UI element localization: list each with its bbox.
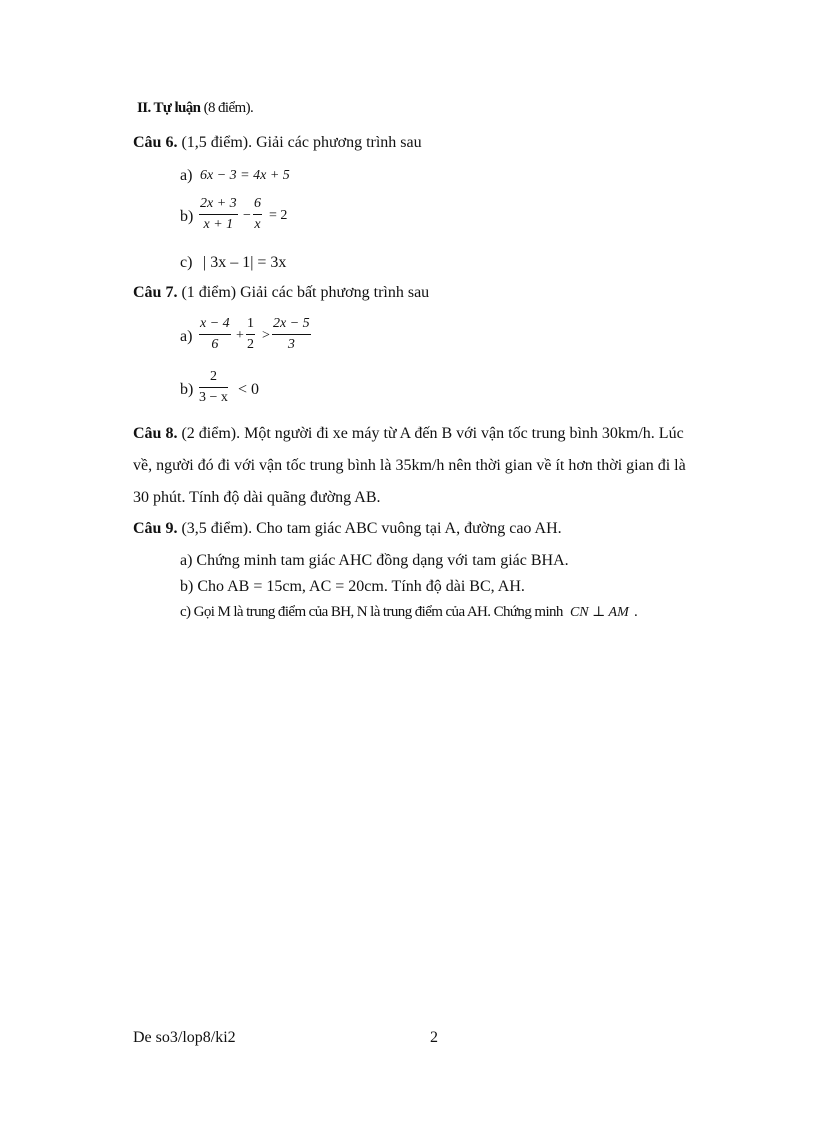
question-6-label: Câu 6. — [133, 134, 178, 151]
footer-page-number: 2 — [430, 1029, 438, 1046]
q9-c-text: c) Gọi M là trung điểm của BH, N là trung điểm của AH. Chứng minh — [180, 604, 563, 620]
question-6-text: (1,5 điểm). Giải các phương trình sau — [181, 134, 422, 151]
question-6 — [133, 134, 422, 152]
q7-a-frac1-denominator: 6 — [211, 337, 219, 352]
q7-b-fraction — [199, 369, 228, 406]
q9-c-period: . — [633, 604, 638, 620]
q7-a-frac3-denominator: 3 — [287, 337, 295, 352]
question-8-line-2: về, người đó đi với vận tốc trung bình là 35km/h nên thời gian về ít hơn thời gian đi là — [133, 457, 686, 474]
q7-a-fraction-1 — [199, 316, 231, 353]
question-8-text: (2 điểm). Một người đi xe máy từ A đến B với vận tốc trung bình 30km/h. Lúc — [181, 425, 684, 442]
q7-a-frac2-numerator: 1 — [246, 316, 255, 335]
q6-b-rhs: = 2 — [269, 208, 288, 223]
q6-b-frac2-numerator: 6 — [253, 196, 262, 215]
q6-b-fraction-1 — [199, 196, 238, 233]
q7-a-relation: > — [262, 328, 270, 343]
section-title: II. Tự luận — [137, 100, 201, 116]
q6-a-equation: 6x − 3 = 4x + 5 — [200, 168, 290, 183]
question-7-text: (1 điểm) Giải các bất phương trình sau — [181, 284, 430, 301]
q7-b-label: b) — [180, 381, 194, 398]
q9-a: a) Chứng minh tam giác AHC đồng dạng với tam giác BHA. — [180, 552, 569, 569]
question-8-label: Câu 8. — [133, 425, 178, 442]
q6-b-frac1-denominator: x + 1 — [203, 217, 234, 232]
q6-b-frac2-denominator: x — [254, 217, 261, 232]
q7-a-label: a) — [180, 328, 193, 345]
q7-b-frac-numerator: 2 — [199, 369, 228, 388]
section-points: (8 điểm). — [203, 100, 254, 116]
q6-b-frac1-numerator: 2x + 3 — [199, 196, 238, 215]
q6-b-operator: − — [243, 208, 251, 223]
q7-b-frac-denominator: 3 − x — [199, 390, 228, 405]
q7-a-operator: + — [236, 328, 244, 343]
section-heading — [137, 100, 253, 117]
q6-b-fraction-2 — [253, 196, 262, 233]
question-9-label: Câu 9. — [133, 520, 178, 537]
footer-doc-id: De so3/lop8/ki2 — [133, 1029, 236, 1046]
question-8-line-3: 30 phút. Tính độ dài quãng đường AB. — [133, 489, 381, 506]
q7-a-frac1-numerator: x − 4 — [199, 316, 231, 335]
q6-b-label: b) — [180, 208, 194, 225]
q7-a-frac2-denominator: 2 — [247, 337, 254, 352]
q6-c-equation: | 3x – 1| = 3x — [203, 254, 287, 271]
q7-b-relation: < 0 — [238, 381, 260, 398]
q7-a-fraction-2 — [246, 316, 255, 353]
question-7 — [133, 284, 429, 302]
question-9 — [133, 520, 562, 538]
question-8-line-1 — [133, 425, 684, 443]
q6-a-label: a) — [180, 167, 193, 184]
q9-c-expression: CN ⊥ AM — [569, 605, 629, 620]
q6-c-label: c) — [180, 254, 193, 271]
question-7-label: Câu 7. — [133, 284, 178, 301]
q7-a-fraction-3 — [272, 316, 311, 353]
q9-b: b) Cho AB = 15cm, AC = 20cm. Tính độ dài BC, AH. — [180, 578, 525, 595]
q9-c — [180, 604, 637, 621]
question-9-text: (3,5 điểm). Cho tam giác ABC vuông tại A, đường cao AH. — [181, 520, 562, 537]
q7-a-frac3-numerator: 2x − 5 — [272, 316, 311, 335]
